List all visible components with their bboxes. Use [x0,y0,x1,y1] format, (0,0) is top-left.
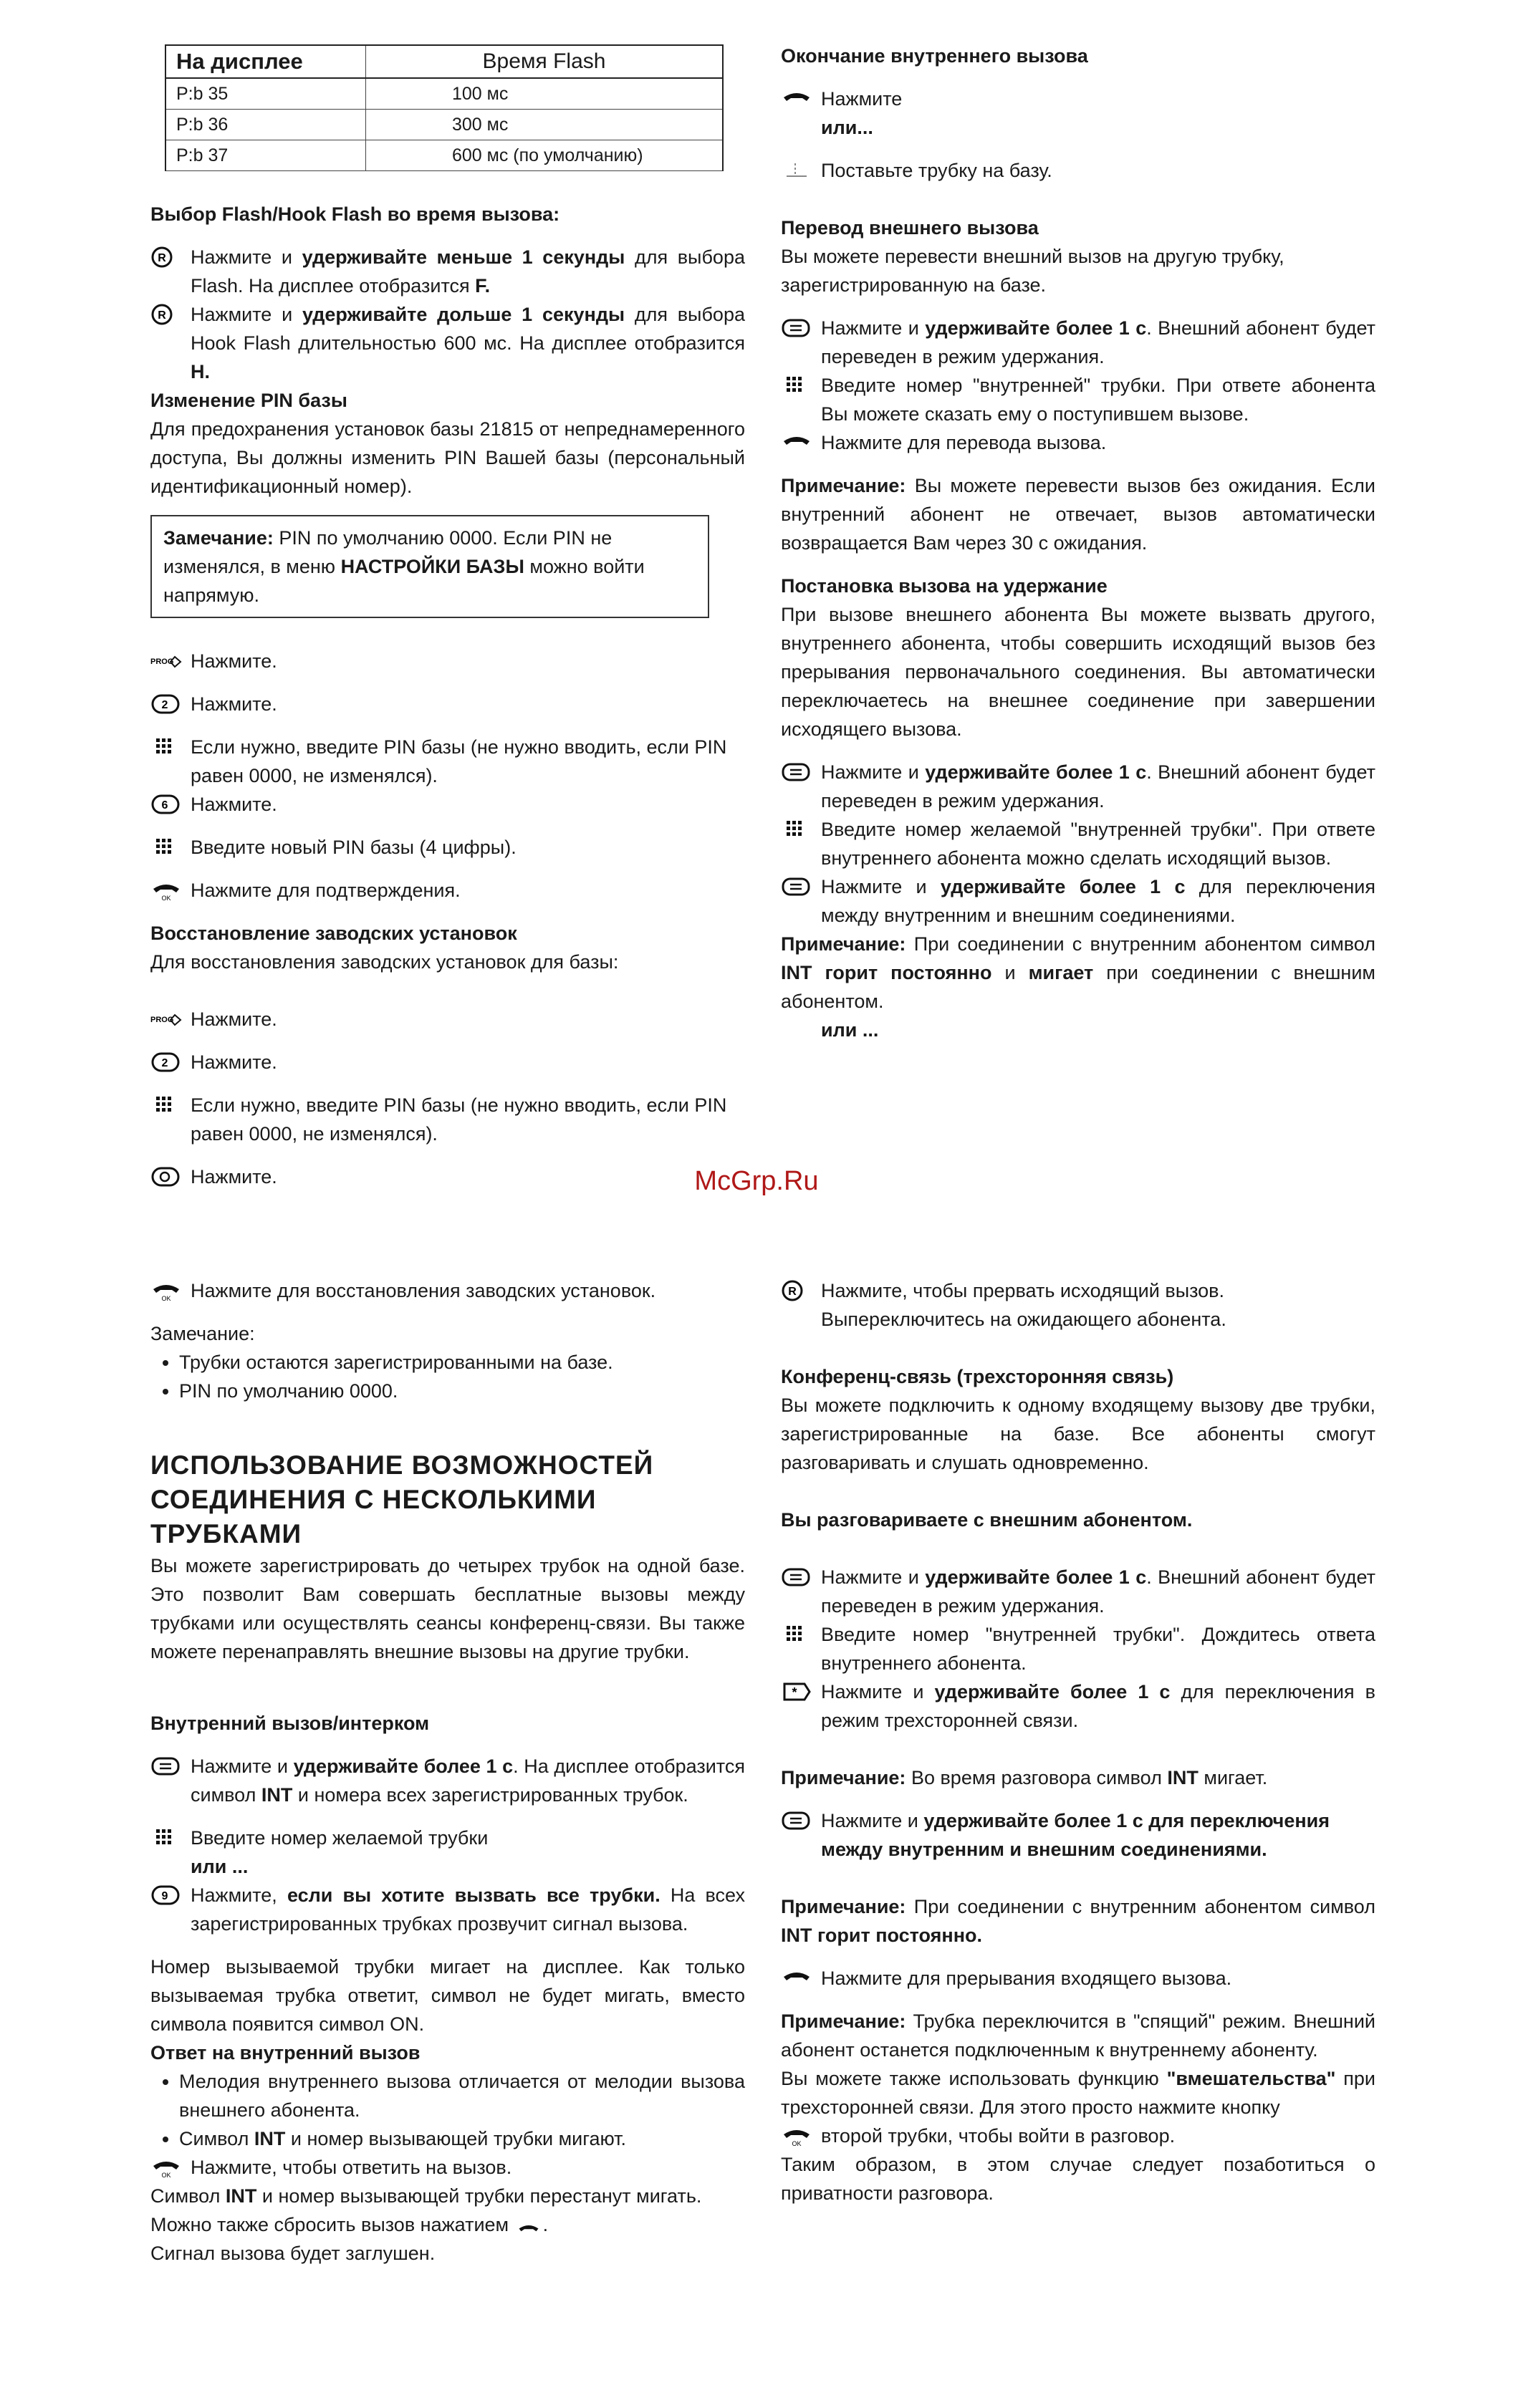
svg-text:2: 2 [161,1057,168,1069]
end-step: Нажмите [781,85,1375,113]
svg-text:*: * [792,1685,797,1700]
pin-step: 2 Нажмите. [150,690,745,718]
conference-note: Примечание: При соединении с внутренним абонентом символ INT горит постоянно. [781,1896,1375,1946]
table-row [165,110,723,140]
flash-time-table [165,44,724,171]
end-handset-icon [514,2217,543,2235]
pin-step: 6 Нажмите. [150,790,745,819]
answer-line: Сигнал вызова будет заглушен. [150,2243,436,2264]
svg-text:OK: OK [161,2172,171,2179]
int-key-icon [781,1566,812,1589]
flash-heading: Выбор Flash/Hook Flash во время вызова: [150,203,560,225]
transfer-step: Нажмите для перевода вызова. [781,428,1375,457]
hold-step: Нажмите и удерживайте более 1 с. Внешний абонент будет переведен в режим удержания. [781,758,1375,815]
conference-step: Нажмите и удерживайте более 1 с для переключения между внутренним и внешним соединениями. [781,1806,1375,1864]
top-right-column [781,42,1375,1044]
r-step: R Нажмите, чтобы прервать исходящий вызов. [781,1276,1375,1305]
ok-handset-icon [781,2124,812,2147]
transfer-step: Введите номер "внутренней" трубки. При ответе абонента Вы можете сказать ему о поступившем вызове. [781,371,1375,428]
table-row [165,140,723,171]
svg-text:R: R [158,252,166,264]
key-9-icon [150,1884,182,1907]
section-paragraph: Вы можете зарегистрировать до четырех трубок на одной базе. Это позволит Вам совершать бесплатные вызовы между трубками или осуществлять сеансы конференц-связи. Вы также можете перенаправлять внешние вызовы на другие трубки. [150,1555,745,1662]
reset-heading: Восстановление заводских установок [150,923,517,944]
transfer-note: Примечание: Вы можете перевести вызов без ожидания. Если внутренний абонент не отвечает, вызов автоматически возвращается Вам через 30 с ожидания. [781,475,1375,554]
svg-text:PROG: PROG [150,658,174,666]
base-icon [781,159,812,182]
transfer-heading: Перевод внешнего вызова [781,217,1039,239]
int-key-icon [781,875,812,898]
pin-paragraph: Для предохранения установок базы 21815 от непреднамеренного доступа, Вы должны изменить PIN Вашей базы (персональный идентификационный номер). [150,418,745,497]
conference-paragraph: Вы можете подключить к одному входящему вызову две трубки, зарегистрированные на базе. Все абоненты смогут разговаривать и слушать одновременно. [781,1395,1375,1473]
prog-key-icon [150,1008,182,1031]
hold-step: Введите номер желаемой "внутренней трубки". При ответе внутреннего абонента можно сделать исходящий вызов. [781,815,1375,872]
table-cell: P:b 36 [165,110,366,140]
conference-heading: Конференц-связь (трехсторонняя связь) [781,1366,1174,1387]
answer-step: OK Нажмите, чтобы ответить на вызов. [150,2153,745,2182]
ok-handset-icon [150,879,182,902]
table-cell: 100 мс [366,78,724,110]
int-key-icon [150,1755,182,1778]
conference-note: Примечание: Во время разговора символ INT мигает. [781,1767,1268,1788]
answer-heading: Ответ на внутренний вызов [150,2042,421,2063]
r-step-line: Выпереключитесь на ожидающего абонента. [821,1309,1226,1330]
bottom-left-column [150,1276,745,2268]
svg-text:9: 9 [161,1890,168,1902]
flash-step: R Нажмите и удерживайте меньше 1 секунды для выбора Flash. На дисплее отобразится F. [150,243,745,300]
flash-step: R Нажмите и удерживайте дольше 1 секунды для выбора Hook Flash длительностью 600 мс. На дисплее отобразится H. [150,300,745,386]
transfer-paragraph: Вы можете перевести внешний вызов на другую трубку, зарегистрированную на базе. [781,246,1284,296]
key-6-icon [150,793,182,816]
conference-step: Нажмите и удерживайте более 1 с. Внешний абонент будет переведен в режим удержания. [781,1563,1375,1620]
intercom-step: Введите номер желаемой трубки [150,1824,745,1852]
top-left-column [150,44,745,1191]
pin-step: OK Нажмите для подтверждения. [150,876,745,905]
answer-line: Можно также сбросить вызов нажатием . [150,2214,549,2235]
table-header-row [165,45,723,78]
conference-paragraph: Таким образом, в этом случае следует позаботиться о приватности разговора. [781,2154,1375,2204]
hold-paragraph: При вызове внешнего абонента Вы можете вызвать другого, внутреннего абонента, чтобы совершить исходящий вызов без прерывания первоначального соединения. Вы автоматически переключаетесь на внешнее соединение при завершении исходящего вызова. [781,604,1375,740]
key-2-icon [150,693,182,716]
svg-text:R: R [158,309,166,322]
note-box: Замечание: PIN по умолчанию 0000. Если PIN не изменялся, в меню НАСТРОЙКИ БАЗЫ можно войти напрямую. [150,515,709,618]
key-2-icon [150,1051,182,1074]
r-key-icon [150,303,182,326]
pin-step: Введите новый PIN базы (4 цифры). [150,833,745,862]
keypad-icon [781,818,812,841]
ok-handset-icon [150,2156,182,2179]
keypad-icon [781,374,812,397]
reset-paragraph: Для восстановления заводских установок для базы: [150,951,619,973]
ok-handset-icon [150,1279,182,1302]
conference-step: Нажмите для прерывания входящего вызова. [781,1964,1375,1993]
int-key-icon [781,317,812,339]
int-key-icon [781,761,812,784]
conference-step: * Нажмите и удерживайте более 1 с для переключения в режим трехсторонней связи. [781,1677,1375,1735]
hold-step: Нажмите и удерживайте более 1 с для переключения между внутренним и внешним соединениями. [781,872,1375,930]
hold-heading: Постановка вызова на удержание [781,575,1108,597]
intercom-step: 9 Нажмите, если вы хотите вызвать все трубки. На всех зарегистрированных трубках прозвучит сигнал вызова. [150,1881,745,1938]
keypad-icon [150,1094,182,1117]
list-item: • Мелодия внутреннего вызова отличается от мелодии вызова внешнего абонента. [179,2067,745,2124]
table-cell: P:b 37 [165,140,366,171]
keypad-icon [150,736,182,758]
intercom-heading: Внутренний вызов/интерком [150,1713,430,1734]
remark-label: Замечание: [150,1323,255,1344]
section-title: СОЕДИНЕНИЯ С НЕСКОЛЬКИМИ ТРУБКАМИ [150,1485,597,1549]
transfer-step: Нажмите и удерживайте более 1 с. Внешний абонент будет переведен в режим удержания. [781,314,1375,371]
keypad-icon [150,1826,182,1849]
table-cell: 600 мс (по умолчанию) [366,140,724,171]
keypad-icon [781,1623,812,1646]
end-step: Поставьте трубку на базу. [781,156,1375,185]
int-key-icon [781,1809,812,1832]
table-cell: P:b 35 [165,78,366,110]
answer-line: Символ INT и номер вызывающей трубки перестанут мигать. [150,2185,702,2207]
end-handset-icon [781,1967,812,1990]
end-handset-icon [781,87,812,110]
conference-step: OK второй трубки, чтобы войти в разговор. [781,2122,1375,2150]
or-label: или ... [191,1856,249,1877]
svg-text:R: R [788,1286,797,1298]
table-header-display: На дисплее [165,45,366,78]
pin-heading: Изменение PIN базы [150,390,347,411]
conference-step: Введите номер "внутренней трубки". Дождитесь ответа внутреннего абонента. [781,1620,1375,1677]
end-handset-icon [781,431,812,454]
section-title: ИСПОЛЬЗОВАНИЕ ВОЗМОЖНОСТЕЙ [150,1450,654,1480]
table-header-flash: Время Flash [366,45,724,78]
pin-step: PROG Нажмите. [150,650,277,672]
watermark: McGrp.Ru [694,1166,819,1196]
conference-note: Примечание: Трубка переключится в "спящий" режим. Внешний абонент останется подключенным к внутреннему абоненту. [781,2010,1375,2061]
svg-text:OK: OK [792,2140,802,2147]
svg-text:OK: OK [161,1295,171,1302]
svg-text:OK: OK [161,895,171,902]
prog-key-icon [150,650,182,673]
hold-note: Примечание: При соединении с внутренним абонентом символ INT горит постоянно и мигает при соединении с внешним абонентом. [781,933,1375,1012]
conference-subheading: Вы разговариваете с внешним абонентом. [781,1509,1193,1531]
remark-list [150,1348,745,1405]
reset-step: 2 Нажмите. [150,1048,745,1077]
svg-text:6: 6 [161,799,168,812]
reset-step: Нажмите. [150,1162,745,1191]
list-item: • Символ INT и номер вызывающей трубки мигают. [179,2124,745,2153]
reset-step: PROG Нажмите. [150,1008,277,1030]
answer-list [150,2067,745,2153]
end-call-heading: Окончание внутреннего вызова [781,45,1088,67]
r-key-icon [150,246,182,269]
table-row [165,78,723,110]
keypad-icon [150,836,182,859]
or-label: или... [821,117,873,138]
conference-paragraph: Вы можете также использовать функцию "вмешательства" при трехсторонней связи. Для этого просто нажмите кнопку [781,2068,1375,2118]
intercom-paragraph: Номер вызываемой трубки мигает на дисплее. Как только вызываемая трубка ответит, символ не будет мигать, вместо символа появится символ ON. [150,1956,745,2035]
r-key-icon [781,1279,812,1302]
star-key-icon [781,1680,812,1703]
table-cell: 300 мс [366,110,724,140]
list-item: • PIN по умолчанию 0000. [179,1377,745,1405]
bottom-right-column [781,1276,1375,2207]
or-label: или ... [821,1019,879,1041]
list-item: • Трубки остаются зарегистрированными на базе. [179,1348,745,1377]
reset-step: Если нужно, введите PIN базы (не нужно вводить, если PIN равен 0000, не изменялся). [150,1091,745,1148]
pin-step: Если нужно, введите PIN базы (не нужно вводить, если PIN равен 0000, не изменялся). [150,733,745,790]
svg-text:PROG: PROG [150,1016,174,1024]
svg-text:2: 2 [161,699,168,711]
intercom-step: Нажмите и удерживайте более 1 с. На дисплее отобразится символ INT и номера всех зарегистрированных трубок. [150,1752,745,1809]
reset-last-step: OK Нажмите для восстановления заводских установок. [150,1276,745,1305]
